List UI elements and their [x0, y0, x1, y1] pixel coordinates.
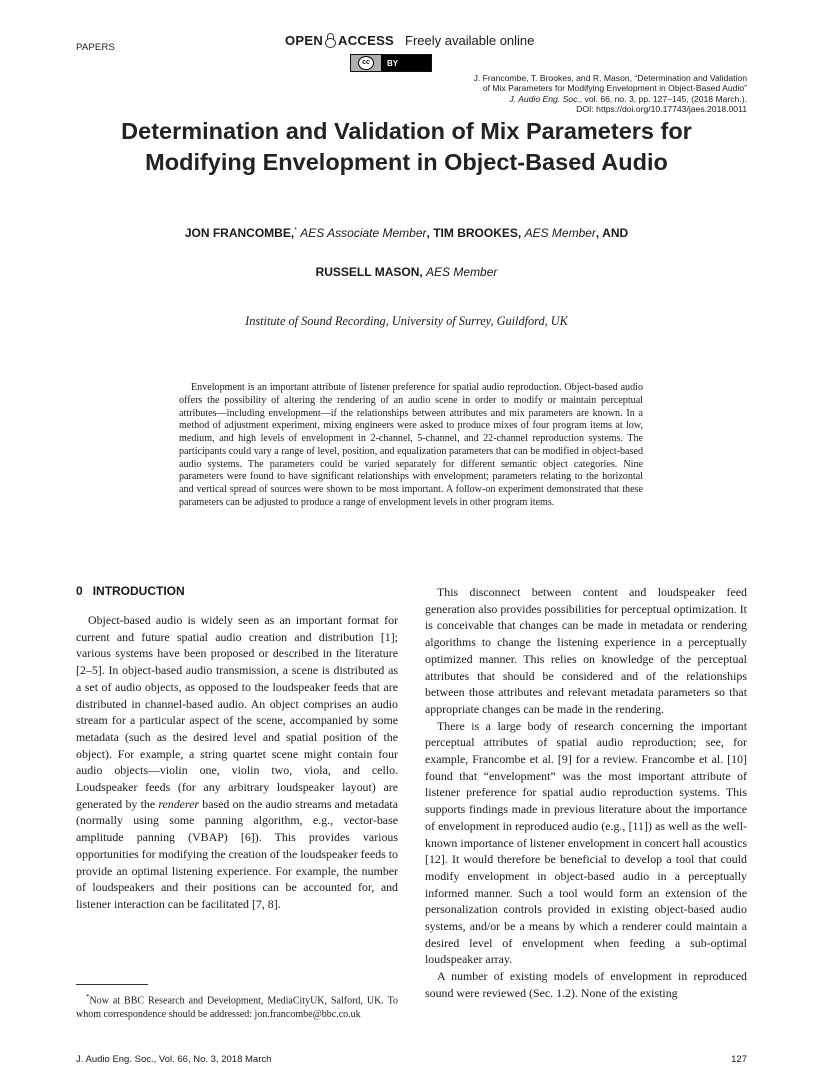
author-name: RUSSELL MASON,: [315, 265, 423, 279]
paper-title: Determination and Validation of Mix Parameters for Modifying Envelopment in Object-Based Audio: [121, 118, 692, 175]
section-heading-introduction: 0 INTRODUCTION: [76, 584, 185, 598]
open-access-open: OPEN: [285, 33, 324, 48]
right-column: [425, 584, 747, 1002]
open-lock-icon: [325, 33, 336, 48]
paragraph: Object-based audio is widely seen as an important format for current and future spatial audio creation and distribution [1]; various systems have been proposed or described in the literature [2–5]. In object-based audio transmission, a scene is distributed as a set of audio objects, as opposed to the loudspeaker feeds that are distributed in channel-based audio. An object comprises an audio stream for a particular aspect of the scene, accompanied by some metadata (such as the desired level and spatial position of the object). For example, a string quartet scene might contain four audio objects—violin one, violin two, viola, and cello. Loudspeaker feeds (for any arbitrary loudspeaker layout) are generated by the renderer based on the audio streams and metadata (normally using some panning algorithm, e.g., vector-base amplitude panning (VBAP) [6]). This provides various opportunities for modifying the creation of the loudspeaker feeds to provide an optimal listening experience. For example, the number of loudspeakers and their positions can be accounted for, and listener interaction can be facilitated [7, 8].: [76, 613, 398, 911]
page-number: 127: [731, 1054, 747, 1065]
author-name: TIM BROOKES,: [433, 226, 522, 240]
citation-line-1: J. Francombe, T. Brookes, and R. Mason, “Determination and Validation: [473, 73, 747, 83]
creative-commons-icon: cc: [351, 55, 381, 71]
license-by-label: BY: [381, 55, 431, 71]
citation-block: [417, 73, 747, 114]
cc-by-license-badge[interactable]: [350, 54, 432, 72]
footer-journal: J. Audio Eng. Soc., Vol. 66, No. 3, 2018 March: [76, 1054, 272, 1065]
open-access-banner[interactable]: [285, 33, 534, 48]
affiliation: Institute of Sound Recording, University of Surrey, Guildford, UK: [245, 314, 568, 328]
left-column: [76, 612, 398, 913]
open-access-access: ACCESS: [338, 33, 395, 48]
emphasis-renderer: renderer: [158, 796, 200, 811]
author-line-1: JON FRANCOMBE,* AES Associate Member, TIM BROOKES, AES Member, AND: [184, 226, 629, 240]
citation-journal: J. Audio Eng. Soc.: [509, 93, 580, 104]
citation-doi[interactable]: DOI: https://doi.org/10.17743/jaes.2018.0011: [576, 103, 747, 114]
paragraph: A number of existing models of envelopment in reproduced sound were reviewed (Sec. 1.2). None of the existing: [425, 969, 747, 1000]
author-name: JON FRANCOMBE,: [184, 226, 295, 240]
footnote-mark[interactable]: *: [294, 227, 297, 234]
open-access-tagline: Freely available online: [405, 33, 535, 48]
author-membership: AES Member: [426, 265, 498, 279]
citation-line-3: J. Audio Eng. Soc., vol. 66, no. 3, pp. 127–145, (2018 March.).: [509, 93, 747, 104]
author-conjunction: AND: [602, 226, 629, 240]
author-membership: AES Member: [524, 226, 596, 240]
abstract: Envelopment is an important attribute of listener preference for spatial audio reproduction. Object-based audio offers the possibility of altering the rendering of an audio scene in order to modify or maintain perceptual attributes—including envelopment—if the relationships between attributes and mix parameters are known. In a method of adjustment experiment, mixing engineers were asked to produce mixes of four program items at low, medium, and high levels of envelopment in 2-channel, 5-channel, and 22-channel reproduction systems. The participants could vary a range of level, position, and equalization parameters that can be modified in object-based audio systems. The parameters could be varied separately for different semantic object categories. Nine parameters were found to have significant relationships with envelopment; parameters relating to the horizontal and vertical spread of sources were shown to be most important. A follow-on experiment demonstrated that these parameters can be adjusted to produce a range of envelopment levels in other program items.: [179, 382, 643, 508]
footnote-divider: [76, 984, 148, 985]
paragraph: This disconnect between content and loudspeaker feed generation also provides possibilities for perceptual optimization. It is conceivable that changes can be made in metadata or rendering algorithms to change the listening experience in a perceptually optimized manner. This relies on knowledge of the perceptual attributes that should be considered and of the relationships between those attributes and relevant metadata parameters so that appropriate changes can be made in the rendering.: [425, 585, 747, 716]
author-membership: AES Associate Member: [300, 226, 427, 240]
section-label: PAPERS: [76, 42, 116, 53]
paragraph: There is a large body of research concerning the important perceptual attributes of spatial audio reproduction; see, for example, Francombe et al. [9] for a review. Francombe et al. [10] found that “envelopment” was the most important attribute of listener preference for spatial audio reproduction systems. This supports findings made in previous literature about the importance of envelopment in reproduced audio (e.g., [11]) as well as the well-known importance of listener envelopment in concert hall acoustics [12]. It would therefore be beneficial to develop a tool that could modify envelopment in object-based audio in a perceptually informed manner. Such a tool would form an extension of the personalization controls provided in existing object-based audio systems, and/or be a means by which a renderer could maintain a desired level of envelopment when feeding a sub-optimal loudspeaker array.: [425, 718, 747, 967]
footnote: *Now at BBC Research and Development, MediaCityUK, Salford, UK. To whom correspondence should be addressed: jon.francombe@bbc.co.uk: [76, 993, 398, 1020]
author-line-2: [40, 265, 773, 279]
citation-line-2: of Mix Parameters for Modifying Envelopment in Object-Based Audio”: [482, 83, 747, 94]
